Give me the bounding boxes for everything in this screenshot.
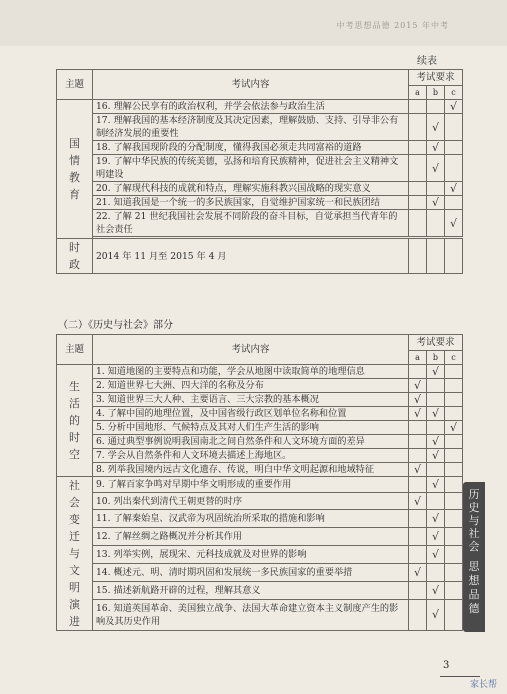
mark-a: √ <box>409 393 427 407</box>
mark-b <box>427 492 445 510</box>
content-row: 10. 列出秦代到清代王朝更替的时序 <box>92 492 408 510</box>
content-row: 17. 理解我国的基本经济制度及其决定因素，理解鼓励、支持、引导非公有制经济发展的重要性 <box>92 114 408 141</box>
mark-b: √ <box>427 546 445 564</box>
mark-c: √ <box>444 100 462 114</box>
level-b: b <box>427 86 445 100</box>
col-content: 考试内容 <box>92 70 408 100</box>
mark-c <box>444 435 462 449</box>
mark-b <box>427 210 445 237</box>
content-row: 21. 知道我国是一个统一的多民族国家，自觉维护国家统一和民族团结 <box>92 196 408 210</box>
mark-b <box>427 421 445 435</box>
mark-b <box>427 182 445 196</box>
content-row: 12. 了解丝绸之路概况并分析其作用 <box>92 528 408 546</box>
level-b: b <box>427 351 445 365</box>
level-c: c <box>444 351 462 365</box>
subject-shikong: 生 活 的 时 空 <box>57 365 93 477</box>
chapter-tab-bottom: 思 想 品 德 <box>468 560 480 615</box>
content-row: 15. 描述新航路开辟的过程，理解其意义 <box>92 581 408 599</box>
mark-a <box>409 155 427 182</box>
top-band <box>0 0 507 46</box>
mark-b: √ <box>427 141 445 155</box>
mark-a <box>409 196 427 210</box>
mark-b: √ <box>427 407 445 421</box>
mark-a: √ <box>409 407 427 421</box>
mark-a <box>409 477 427 493</box>
mark-c <box>444 393 462 407</box>
mark-b <box>427 463 445 477</box>
continued-label: 续表 <box>417 56 437 67</box>
mark-b: √ <box>427 599 445 630</box>
mark-a <box>409 599 427 630</box>
mark-c <box>444 449 462 463</box>
mark-c <box>444 581 462 599</box>
subject-shizheng: 时 政 <box>57 239 93 274</box>
mark-b: √ <box>427 196 445 210</box>
mark-c <box>444 477 462 493</box>
mark-b: √ <box>427 449 445 463</box>
mark-a: √ <box>409 492 427 510</box>
mark-a <box>409 100 427 114</box>
content-row: 1. 知道地图的主要特点和功能，学会从地图中读取简单的地理信息 <box>92 365 408 379</box>
level-a: a <box>409 86 427 100</box>
mark-a: √ <box>409 463 427 477</box>
col-requirements: 考试要求 <box>409 70 463 86</box>
chapter-tab-top: 历 史 与 社 会 <box>468 488 480 553</box>
page-number: 3 <box>443 660 450 671</box>
mark-a <box>409 581 427 599</box>
mark-a: √ <box>409 379 427 393</box>
mark-b: √ <box>427 155 445 182</box>
mark-a <box>409 210 427 237</box>
mark-b <box>427 393 445 407</box>
mark-a <box>409 546 427 564</box>
content-row: 20. 了解现代科技的成就和特点，理解实施科教兴国战略的现实意义 <box>92 182 408 196</box>
content-row: 22. 了解 21 世纪我国社会发展不同阶段的奋斗目标，自觉承担当代青年的社会责任 <box>92 210 408 237</box>
mark-a <box>409 435 427 449</box>
mark-b <box>427 100 445 114</box>
content-row: 18. 了解我国现阶段的分配制度，懂得我国必须走共同富裕的道路 <box>92 141 408 155</box>
content-row: 11. 了解秦始皇、汉武帝为巩固统治所采取的措施和影响 <box>92 510 408 528</box>
mark-c: √ <box>444 210 462 237</box>
mark-b: √ <box>427 365 445 379</box>
mark-a <box>409 528 427 546</box>
mark-c <box>444 492 462 510</box>
content-row: 2. 知道世界七大洲、四大洋的名称及分布 <box>92 379 408 393</box>
watermark: 家长帮 <box>470 680 498 690</box>
content-row: 8. 列举我国境内远古文化遗存、传说，明白中华文明起源和地域特征 <box>92 463 408 477</box>
mark-a <box>409 114 427 141</box>
content-row: 14. 概述元、明、清时期巩固和发展统一多民族国家的重要举措 <box>92 563 408 581</box>
mark-b <box>427 563 445 581</box>
mark-b: √ <box>427 510 445 528</box>
mark-b: √ <box>427 114 445 141</box>
mark-b: √ <box>427 581 445 599</box>
mark-a <box>409 182 427 196</box>
mark-c <box>444 407 462 421</box>
mark-c <box>444 599 462 630</box>
content-row: 16. 知道英国革命、美国独立战争、法国大革命建立资本主义制度产生的影响及其历史作用 <box>92 599 408 630</box>
content-row: 16. 理解公民享有的政治权利，并学会依法参与政治生活 <box>92 100 408 114</box>
level-a: a <box>409 351 427 365</box>
content-row: 19. 了解中华民族的传统美德，弘扬和培育民族精神，促进社会主义精神文明建设 <box>92 155 408 182</box>
mark-c <box>444 155 462 182</box>
mark-b <box>427 379 445 393</box>
faint-header: 中考思想品德 2015 年中考 <box>336 21 449 30</box>
mark-c <box>444 528 462 546</box>
mark-b: √ <box>427 477 445 493</box>
mark-a <box>409 510 427 528</box>
col-content: 考试内容 <box>92 335 408 365</box>
mark-c <box>444 510 462 528</box>
mark-c <box>444 563 462 581</box>
exam-table-2 <box>56 334 463 631</box>
mark-a <box>409 365 427 379</box>
col-subject: 主题 <box>57 70 93 100</box>
content-row: 13. 列举实例，展现宋、元科技成就及对世界的影响 <box>92 546 408 564</box>
subject-guoqing: 国 情 教 育 <box>57 100 93 239</box>
mark-a: √ <box>409 563 427 581</box>
content-row: 4. 了解中国的地理位置，及中国省级行政区划单位名称和位置 <box>92 407 408 421</box>
mark-b: √ <box>427 435 445 449</box>
content-row: 5. 分析中国地形、气候特点及其对人们生产生活的影响 <box>92 421 408 435</box>
mark-c <box>444 141 462 155</box>
mark-b: √ <box>427 528 445 546</box>
content-row: 9. 了解百家争鸣对早期中华文明形成的重要作用 <box>92 477 408 493</box>
col-subject: 主题 <box>57 335 93 365</box>
level-c: c <box>444 86 462 100</box>
content-row: 3. 知道世界三大人种、主要语言、三大宗教的基本概况 <box>92 393 408 407</box>
subject-biangian: 社 会 变 迁 与 文 明 演 进 <box>57 477 93 631</box>
content-row: 7. 学会从自然条件和人文环境去描述上海地区。 <box>92 449 408 463</box>
mark-c <box>444 196 462 210</box>
col-requirements: 考试要求 <box>409 335 463 351</box>
mark-c <box>444 379 462 393</box>
mark-a <box>409 141 427 155</box>
mark-c <box>444 365 462 379</box>
mark-c <box>444 546 462 564</box>
mark-c: √ <box>444 182 462 196</box>
section-title: （二）《历史与社会》部分 <box>58 320 173 331</box>
content-row: 2014 年 11 月至 2015 年 4 月 <box>92 239 408 274</box>
mark-c: √ <box>444 421 462 435</box>
mark-a <box>409 449 427 463</box>
mark-a <box>409 421 427 435</box>
exam-table-1 <box>56 69 463 274</box>
content-row: 6. 通过典型事例说明我国南北之间自然条件和人文环境方面的差异 <box>92 435 408 449</box>
mark-c <box>444 114 462 141</box>
chapter-tab <box>463 482 485 632</box>
mark-c <box>444 463 462 477</box>
